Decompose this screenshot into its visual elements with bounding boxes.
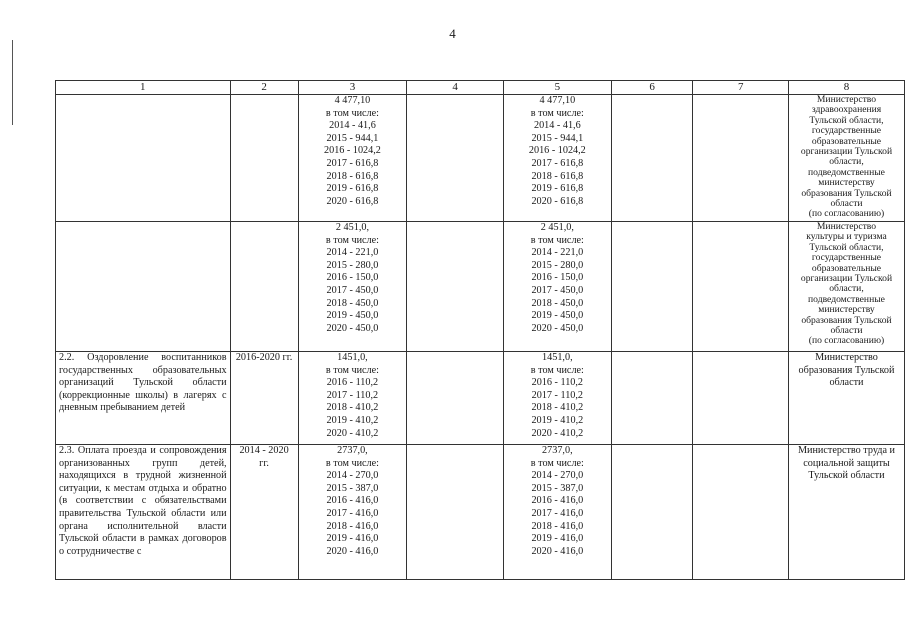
regional-funding-cell [503, 352, 611, 445]
cell-text-line: 2016 - 416,0 [326, 495, 379, 507]
cell-text-line: области, [829, 283, 864, 295]
cell-text-line: 2020 - 450,0 [531, 322, 584, 334]
period-cell [230, 95, 298, 222]
column-header: 6 [611, 81, 693, 95]
cell-text-line: 2018 - 416,0 [326, 520, 379, 532]
cell-text-line: 2017 - 416,0 [531, 507, 584, 519]
regional-funding-cell [503, 95, 611, 222]
cell-text-line: 2016 - 150,0 [531, 272, 584, 284]
cell-text-line: социальной защиты [803, 457, 890, 469]
cell-text-line: Тульской области, [809, 241, 884, 253]
cell-text-line: государственные [811, 252, 882, 264]
cell-text-line: 2018 - 410,2 [326, 402, 379, 414]
cell-text-line: здравоохранения [811, 104, 882, 116]
regional-funding-cell [503, 222, 611, 352]
cell-text-line: в том числе: [325, 457, 379, 469]
cell-text-line: 2018 - 616,8 [531, 170, 584, 182]
activity-cell [56, 95, 231, 222]
cell-text-line: 2020 - 416,0 [531, 545, 584, 557]
cell-text-line: в том числе: [530, 457, 584, 469]
cell-text-line: 2016 - 110,2 [326, 377, 379, 389]
total-funding-cell [298, 95, 407, 222]
cell-text-line: 2020 - 450,0 [326, 322, 379, 334]
cell-text-line: в том числе: [325, 107, 379, 119]
cell-text-line: 2017 - 110,2 [531, 389, 584, 401]
cell-text-line: организации Тульской [800, 273, 893, 285]
activity-cell [56, 445, 231, 580]
federal-funding-cell [407, 95, 504, 222]
cell-text-line: 2016 - 1024,2 [324, 145, 381, 157]
cell-text-line: 2 451,0, [540, 222, 574, 233]
cell-text-line: 2017 - 110,2 [326, 389, 379, 401]
table-row [56, 352, 905, 445]
responsible-cell [788, 445, 904, 580]
federal-funding-cell [407, 445, 504, 580]
regional-funding-cell [503, 445, 611, 580]
cell-text-line: 2020 - 416,0 [326, 545, 379, 557]
cell-text-line: 2019 - 416,0 [531, 533, 584, 545]
cell-text-line: 1451,0, [337, 352, 368, 363]
cell-text-line: 2014 - 221,0 [531, 247, 584, 259]
cell-text-line: Министерство [816, 94, 877, 105]
column-header: 8 [788, 81, 904, 95]
cell-text-line: подведомственные [808, 166, 885, 178]
cell-text-line: 2017 - 616,8 [531, 157, 584, 169]
cell-text-line: 2017 - 450,0 [531, 284, 584, 296]
cell-text-line: образовательные [811, 135, 882, 147]
cell-text-line: 2014 - 41,6 [329, 120, 376, 132]
cell-text-line: Тульской области [808, 470, 885, 482]
cell-text-line: культуры и туризма [806, 231, 887, 243]
activity-cell [56, 352, 231, 445]
cell-text-line: 2015 - 944,1 [531, 132, 584, 144]
cell-text-line: 4 477,10 [539, 95, 576, 106]
cell-text-line: 2019 - 616,8 [531, 183, 584, 195]
cell-text-line: 2018 - 416,0 [531, 520, 584, 532]
cell-text-line: 2015 - 387,0 [326, 482, 379, 494]
column-number-row [56, 81, 905, 95]
period-cell [230, 352, 298, 445]
cell-text-line: (по согласованию) [808, 335, 885, 347]
cell-text-line: 2019 - 450,0 [531, 310, 584, 322]
cell-text-line: 2014 - 270,0 [326, 470, 379, 482]
cell-text-line: (по согласованию) [808, 208, 885, 220]
cell-text-line: Министерство [816, 221, 877, 232]
cell-text-line: министерству [818, 304, 875, 316]
column-header: 2 [230, 81, 298, 95]
cell-text-line: 2016 - 416,0 [531, 495, 584, 507]
cell-text-line: в том числе: [530, 234, 584, 246]
cell-text-line: образования Тульской [801, 314, 892, 326]
other-funding-cell [693, 95, 789, 222]
cell-text-line: 2018 - 410,2 [531, 402, 584, 414]
cell-text-line: 2.2. Оздоровление воспитанников государственных образовательных организаций Тульской области (коррекционные школы) в лагерях с дневным пребыванием детей [59, 352, 227, 414]
cell-text-line: 2020 - 616,8 [531, 195, 584, 207]
cell-text-line: 2020 - 616,8 [326, 195, 379, 207]
cell-text-line: Министерство [815, 352, 878, 363]
total-funding-cell [298, 445, 407, 580]
cell-text-line: 2020 - 410,2 [326, 427, 379, 439]
cell-text-line: 2737,0, [542, 445, 573, 456]
municipal-funding-cell [611, 352, 693, 445]
cell-text-line: 2019 - 410,2 [531, 414, 584, 426]
responsible-cell [788, 352, 904, 445]
cell-text-line: государственные [811, 125, 882, 137]
column-header: 3 [298, 81, 407, 95]
municipal-funding-cell [611, 445, 693, 580]
cell-text-line: 2014 - 2020 [239, 445, 289, 456]
cell-text-line: Тульской области, [809, 114, 884, 126]
cell-text-line: 1451,0, [542, 352, 573, 363]
cell-text-line: 2017 - 616,8 [326, 157, 379, 169]
responsible-cell [788, 95, 904, 222]
column-header: 4 [407, 81, 504, 95]
cell-text-line: 2018 - 616,8 [326, 170, 379, 182]
cell-text-line: 2019 - 410,2 [326, 414, 379, 426]
cell-text-line: образования Тульской [798, 364, 895, 376]
other-funding-cell [693, 222, 789, 352]
other-funding-cell [693, 445, 789, 580]
cell-text-line: области [830, 198, 863, 210]
cell-text-line: 2015 - 280,0 [326, 259, 379, 271]
cell-text-line: 2016 - 1024,2 [528, 145, 586, 157]
responsible-cell [788, 222, 904, 352]
municipal-funding-cell [611, 95, 693, 222]
cell-text-line: образования Тульской [801, 187, 892, 199]
program-activities-table [55, 80, 905, 580]
cell-text-line: 2018 - 450,0 [531, 297, 584, 309]
cell-text-line: подведомственные [808, 293, 885, 305]
municipal-funding-cell [611, 222, 693, 352]
table-row [56, 222, 905, 352]
cell-text-line: 4 477,10 [334, 95, 371, 106]
cell-text-line: 2014 - 41,6 [533, 120, 581, 132]
cell-text-line: в том числе: [325, 364, 379, 376]
cell-text-line: 2019 - 450,0 [326, 310, 379, 322]
cell-text-line: 2015 - 387,0 [531, 482, 584, 494]
cell-text-line: 2019 - 616,8 [326, 183, 379, 195]
cell-text-line: области [829, 377, 864, 389]
binding-margin-line [12, 40, 13, 125]
cell-text-line: 2020 - 410,2 [531, 427, 584, 439]
activity-cell [56, 222, 231, 352]
table-row [56, 445, 905, 580]
page-number: 4 [449, 26, 456, 41]
cell-text-line: 2019 - 416,0 [326, 533, 379, 545]
cell-text-line: 2.3. Оплата проезда и сопровождения организованных групп детей, находящихся в трудной жизненной ситуации, к местам отдыха и обратно (в соответствии с обязательствами правительства Тульской области или органа исполнительной власти Тульской области в рамках договоров о сотрудничестве с [59, 445, 227, 557]
cell-text-line: 2016-2020 гг. [235, 352, 293, 363]
cell-text-line: в том числе: [530, 364, 584, 376]
cell-text-line: 2015 - 280,0 [531, 259, 584, 271]
cell-text-line: образовательные [811, 262, 882, 274]
total-funding-cell [298, 222, 407, 352]
cell-text-line: 2017 - 450,0 [326, 284, 379, 296]
federal-funding-cell [407, 352, 504, 445]
cell-text-line: 2015 - 944,1 [326, 132, 379, 144]
cell-text-line: области [830, 325, 863, 337]
federal-funding-cell [407, 222, 504, 352]
cell-text-line: 2 451,0, [335, 222, 369, 233]
cell-text-line: 2016 - 110,2 [531, 377, 584, 389]
cell-text-line: 2017 - 416,0 [326, 507, 379, 519]
cell-text-line: организации Тульской [800, 146, 893, 158]
column-header: 1 [56, 81, 231, 95]
cell-text-line: в том числе: [325, 234, 379, 246]
column-header: 5 [503, 81, 611, 95]
cell-text-line: области, [829, 156, 864, 168]
period-cell [230, 222, 298, 352]
cell-text-line: гг. [259, 457, 269, 469]
cell-text-line: 2737,0, [337, 445, 368, 456]
table-row [56, 95, 905, 222]
period-cell [230, 445, 298, 580]
cell-text-line: 2014 - 221,0 [326, 247, 379, 259]
cell-text-line: 2014 - 270,0 [531, 470, 584, 482]
column-header: 7 [693, 81, 789, 95]
cell-text-line: 2016 - 150,0 [326, 272, 379, 284]
cell-text-line: 2018 - 450,0 [326, 297, 379, 309]
cell-text-line: Министерство труда и [797, 445, 896, 456]
other-funding-cell [693, 352, 789, 445]
cell-text-line: в том числе: [530, 107, 584, 119]
cell-text-line: министерству [818, 177, 875, 189]
total-funding-cell [298, 352, 407, 445]
